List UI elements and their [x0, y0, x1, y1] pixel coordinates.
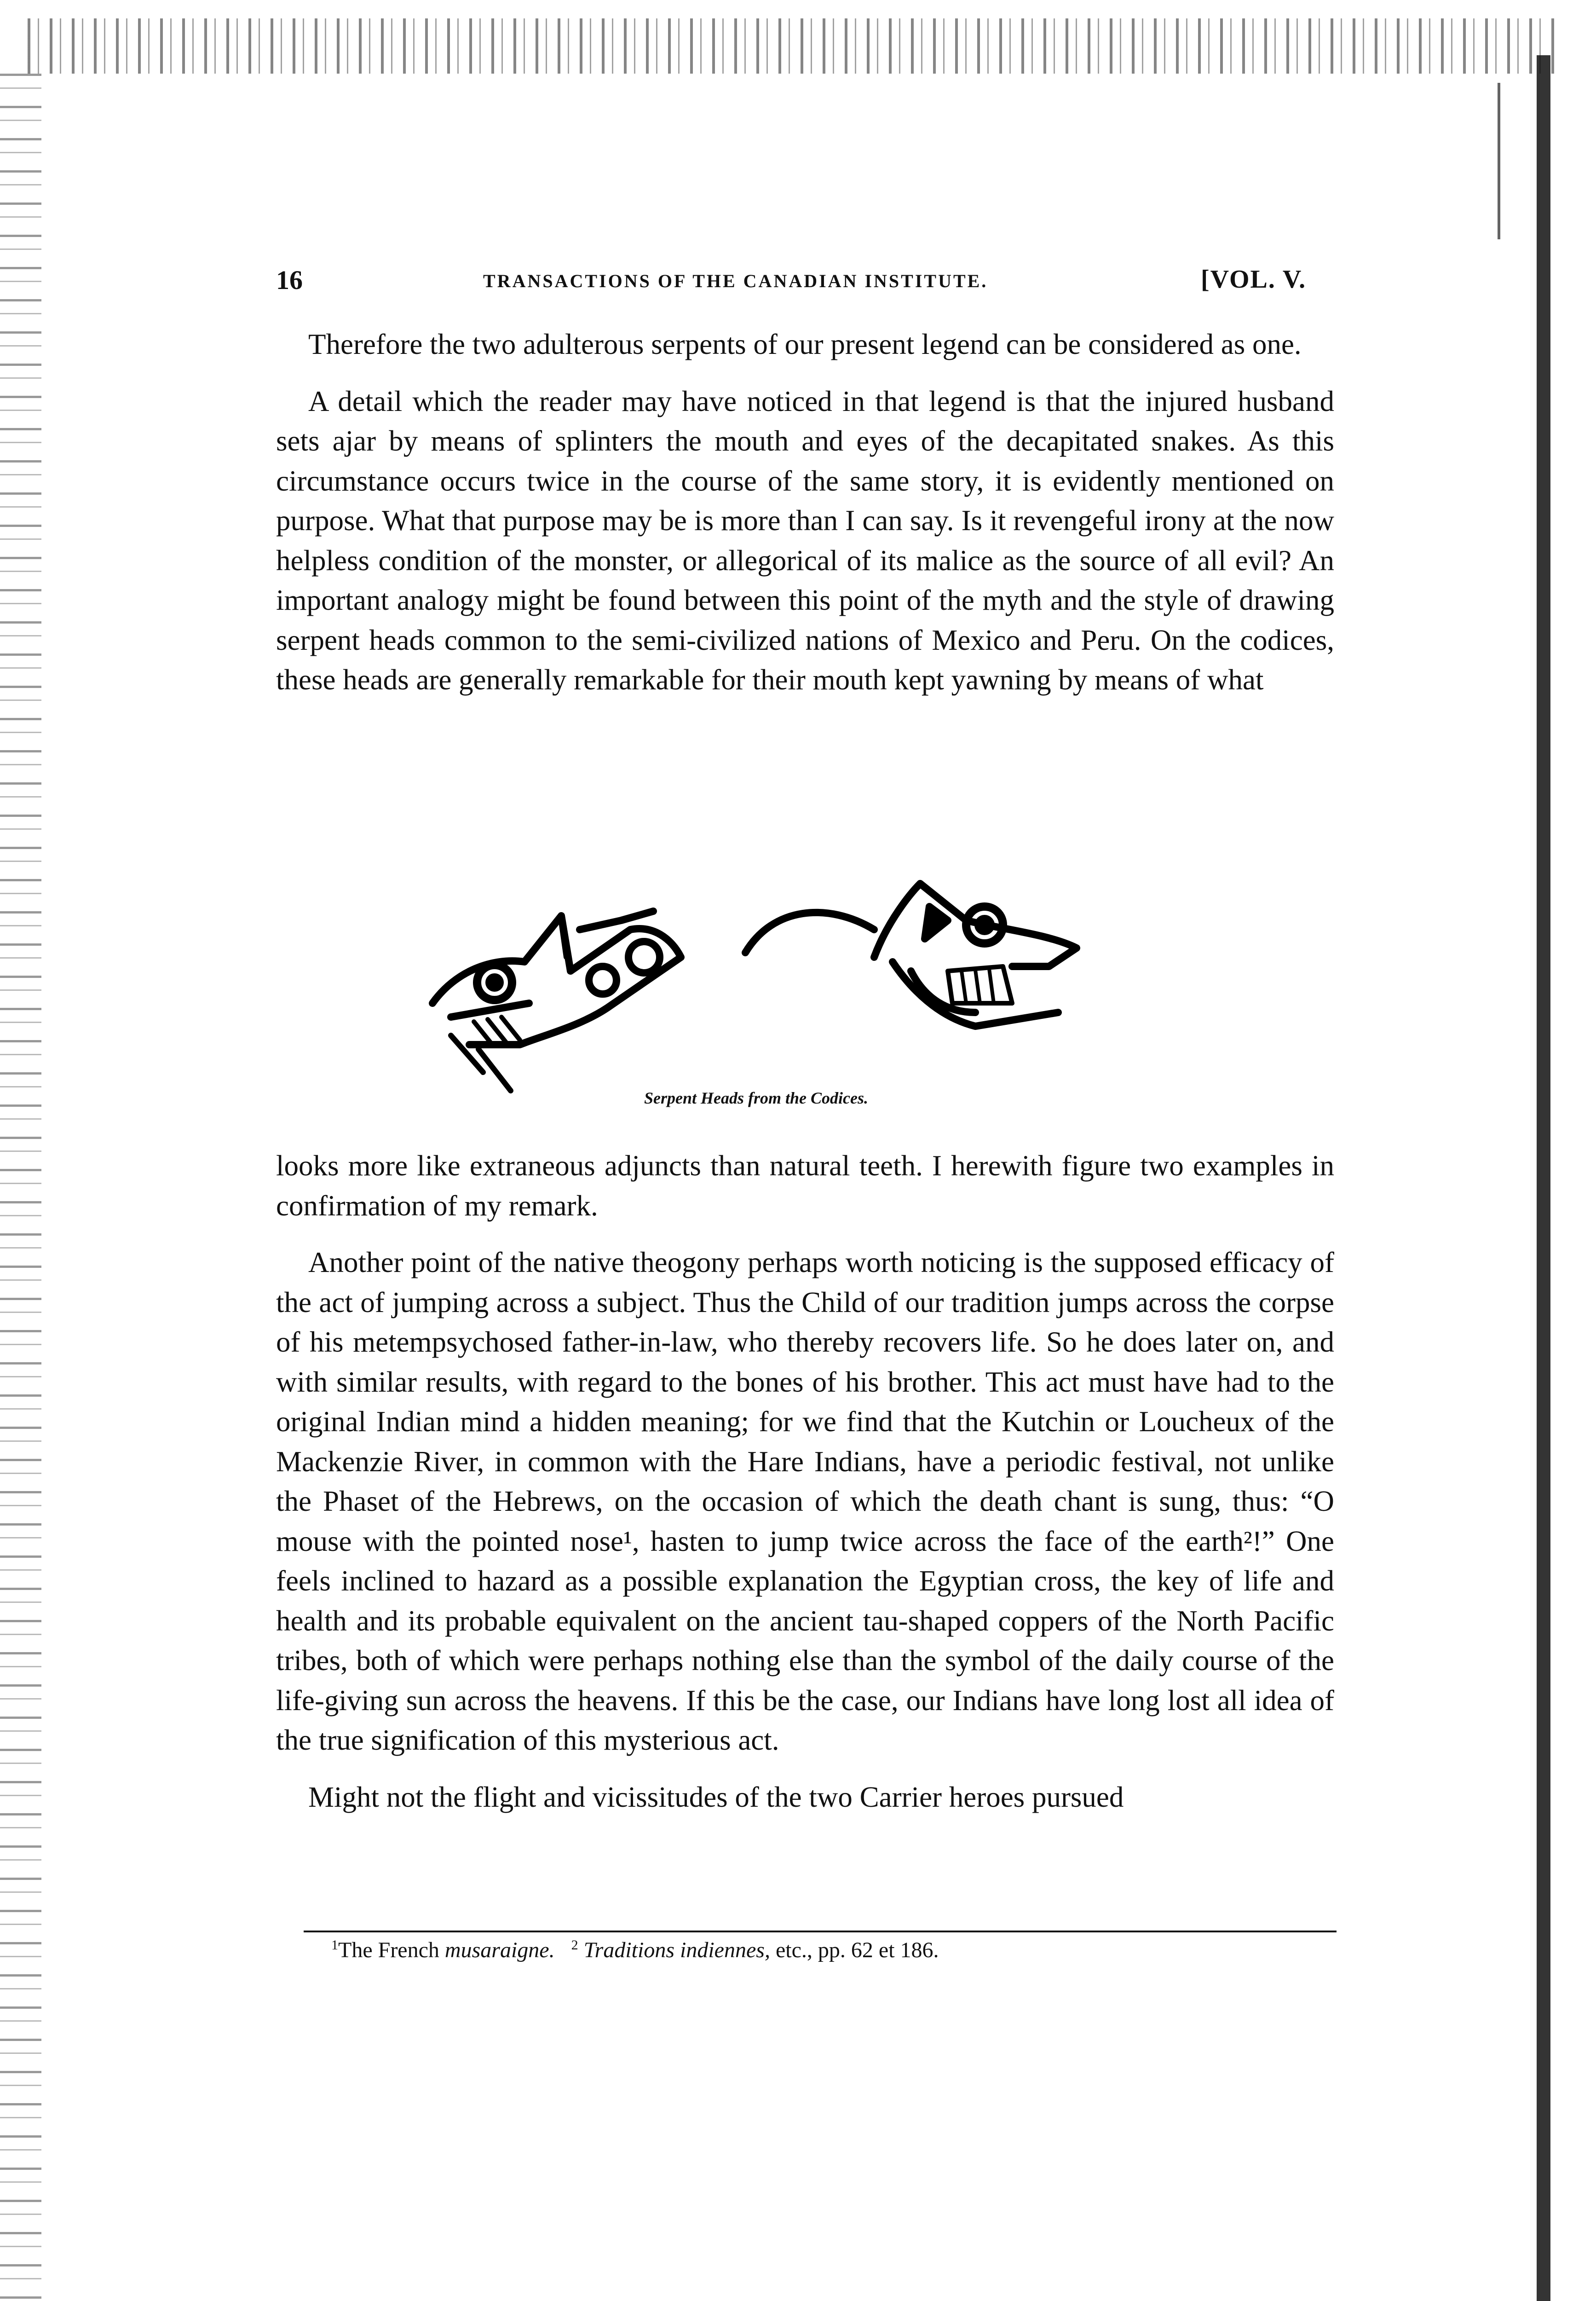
serpent-heads-figure	[414, 851, 1196, 1109]
page-number: 16	[276, 265, 303, 295]
paragraph: A detail which the reader may have noticed in that legend is that the injured husband sets ajar by means of splinters the mouth and eyes of the decapitated snakes. As this circumstance occurs twice in the course of the same story, it is evidently mentioned on purpose. What that purpose may be is more than I can say. Is it revengeful irony at the now helpless condition of the monster, or allegorical of its malice as the source of all evil? An important analogy might be found between this point of the myth and the style of drawing serpent heads common to the semi-civilized nations of Mexico and Peru. On the codices, these heads are generally remarkable for their mouth kept yawning by means of what	[276, 385, 1334, 696]
scan-edge-left	[0, 74, 41, 2301]
right-serpent-head	[745, 884, 1077, 1026]
footnote-text: etc., pp. 62 et 186.	[770, 1938, 939, 1962]
paragraph: Therefore the two adulterous serpents of our present legend can be considered as one.	[308, 328, 1302, 360]
text-block-top	[276, 324, 1334, 700]
left-serpent-head	[432, 911, 681, 1091]
paragraph: looks more like extraneous adjuncts than natural teeth. I herewith figure two examples in confirmation of my remark.	[276, 1150, 1334, 1222]
footnote-italic: Traditions indiennes,	[583, 1938, 770, 1962]
figure-caption: Serpent Heads from the Codices.	[644, 1089, 868, 1107]
running-header	[276, 265, 1334, 301]
volume-label: [VOL. V.	[1201, 265, 1307, 294]
text-block-bottom	[276, 1146, 1334, 1817]
scan-edge-right	[1537, 55, 1550, 2301]
footnote-italic: musaraigne.	[444, 1938, 555, 1962]
running-title: TRANSACTIONS OF THE CANADIAN INSTITUTE.	[483, 271, 988, 291]
paragraph: Another point of the native theogony perhaps worth noticing is the supposed efficacy of the act of jumping across a subject. Thus the Child of our tradition jumps across the corpse of his metempsychosed father-in-law, who thereby recovers life. So he does later on, and with similar results, with regard to the bones of his brother. This act must have had to the original Indian mind a hidden meaning; for we find that the Kutchin or Loucheux of the Mackenzie River, in common with the Hare Indians, have a periodic festival, not unlike the Phaset of the Hebrews, on the occasion of which the death chant is sung, thus: “O mouse with the pointed nose¹, hasten to jump twice across the face of the earth²!” One feels inclined to hazard as a possible explanation the Egyptian cross, the key of life and health and its probable equivalent on the ancient tau-shaped coppers of the North Pacific tribes, both of which were perhaps nothing else than the symbol of the daily course of the life-giving sun across the heavens. If this be the case, our Indians have long lost all idea of the true signification of this mysterious act.	[276, 1246, 1334, 1756]
footnote-mark: 2	[571, 1937, 578, 1953]
footnote-rule	[304, 1931, 1337, 1932]
footnotes	[331, 1937, 939, 1963]
footnote-mark: 1	[331, 1937, 338, 1953]
serpent-heads-illustration	[414, 851, 1196, 1109]
paragraph: Might not the flight and vicissitudes of the two Carrier heroes pursued	[308, 1781, 1124, 1813]
scan-edge-top	[28, 18, 1560, 74]
footnote-text: The French	[338, 1938, 445, 1962]
scan-edge-right-line	[1498, 83, 1500, 239]
